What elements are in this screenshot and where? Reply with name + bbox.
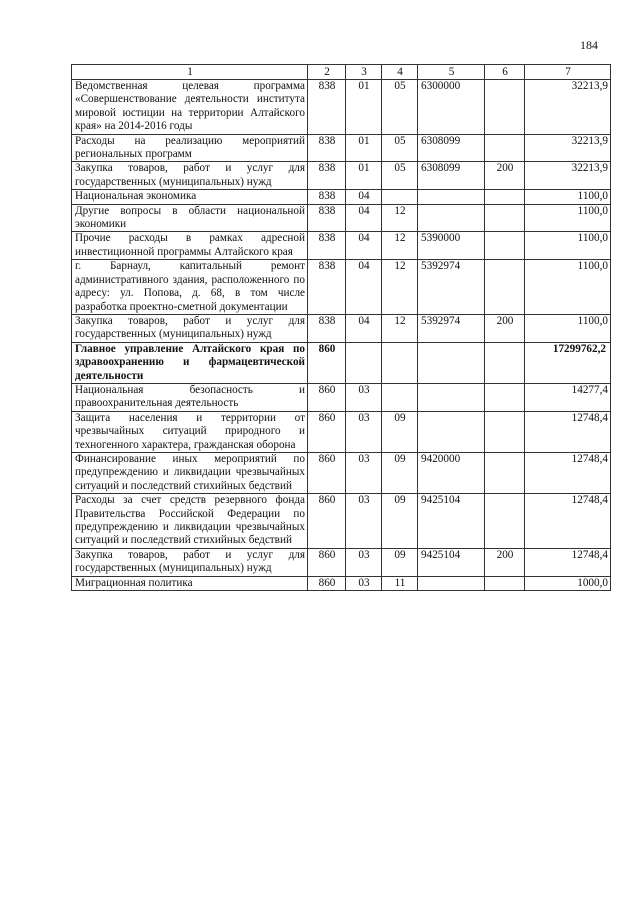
row-ministry-code: 838	[308, 204, 346, 232]
col-header-amount: 7	[525, 65, 611, 80]
row-subsection-code: 09	[382, 452, 418, 493]
row-expense-type-code	[485, 134, 525, 162]
row-subsection-code: 12	[382, 232, 418, 260]
row-amount: 1100,0	[525, 232, 611, 260]
row-name: Миграционная политика	[72, 576, 308, 590]
row-target-article-code: 9420000	[418, 452, 485, 493]
row-amount: 12748,4	[525, 411, 611, 452]
row-ministry-code: 838	[308, 314, 346, 342]
row-subsection-code: 05	[382, 162, 418, 190]
page-number: 184	[580, 38, 598, 52]
row-amount: 32213,9	[525, 80, 611, 135]
row-ministry-code: 838	[308, 260, 346, 315]
col-header-subsection: 4	[382, 65, 418, 80]
header-row	[72, 65, 611, 80]
row-name: Национальная экономика	[72, 190, 308, 204]
row-target-article-code	[418, 204, 485, 232]
row-target-article-code	[418, 576, 485, 590]
row-expense-type-code	[485, 204, 525, 232]
row-ministry-code: 838	[308, 232, 346, 260]
row-section-code: 04	[346, 232, 382, 260]
col-header-name: 1	[72, 65, 308, 80]
table-row	[72, 260, 611, 315]
row-section-code	[346, 342, 382, 383]
row-expense-type-code	[485, 411, 525, 452]
row-section-code: 03	[346, 494, 382, 549]
row-expense-type-code	[485, 576, 525, 590]
col-header-ministry: 2	[308, 65, 346, 80]
row-expense-type-code	[485, 452, 525, 493]
row-expense-type-code	[485, 232, 525, 260]
row-expense-type-code	[485, 80, 525, 135]
row-target-article-code	[418, 342, 485, 383]
row-section-code: 04	[346, 190, 382, 204]
row-subsection-code: 12	[382, 260, 418, 315]
row-section-code: 03	[346, 548, 382, 576]
table-row	[72, 232, 611, 260]
table-row	[72, 342, 611, 383]
row-amount: 1100,0	[525, 204, 611, 232]
row-section-code: 03	[346, 383, 382, 411]
row-ministry-code: 860	[308, 383, 346, 411]
row-name: Ведомственная целевая программа «Совершенствование деятельности института мировой юстиции на территории Алтайского края» на 2014-2016 годы	[72, 80, 308, 135]
row-expense-type-code: 200	[485, 162, 525, 190]
row-name: Национальная безопасность и правоохранительная деятельность	[72, 383, 308, 411]
row-expense-type-code	[485, 383, 525, 411]
row-section-code: 04	[346, 204, 382, 232]
row-ministry-code: 860	[308, 452, 346, 493]
row-target-article-code	[418, 190, 485, 204]
row-ministry-code: 860	[308, 548, 346, 576]
row-name: Расходы за счет средств резервного фонда Правительства Российской Федерации по предупреждению и ликвидации чрезвычайных ситуаций и последствий стихийных бедствий	[72, 494, 308, 549]
row-ministry-code: 860	[308, 576, 346, 590]
row-name: Закупка товаров, работ и услуг для государственных (муниципальных) нужд	[72, 548, 308, 576]
row-name: Другие вопросы в области национальной экономики	[72, 204, 308, 232]
row-subsection-code	[382, 342, 418, 383]
row-subsection-code: 05	[382, 134, 418, 162]
table-row	[72, 494, 611, 549]
table-row	[72, 204, 611, 232]
row-subsection-code: 09	[382, 548, 418, 576]
row-amount: 12748,4	[525, 494, 611, 549]
row-subsection-code	[382, 190, 418, 204]
table-row	[72, 576, 611, 590]
col-header-target-article: 5	[418, 65, 485, 80]
row-expense-type-code	[485, 190, 525, 204]
row-section-code: 01	[346, 80, 382, 135]
row-expense-type-code	[485, 260, 525, 315]
row-expense-type-code: 200	[485, 314, 525, 342]
row-amount: 14277,4	[525, 383, 611, 411]
table-row	[72, 314, 611, 342]
row-name: Главное управление Алтайского края по здравоохранению и фармацевтической деятельности	[72, 342, 308, 383]
row-target-article-code: 5390000	[418, 232, 485, 260]
row-expense-type-code: 200	[485, 548, 525, 576]
table-row	[72, 548, 611, 576]
row-name: Прочие расходы в рамках адресной инвестиционной программы Алтайского края	[72, 232, 308, 260]
row-subsection-code: 05	[382, 80, 418, 135]
row-name: Финансирование иных мероприятий по предупреждению и ликвидации чрезвычайных ситуаций и последствий стихийных бедствий	[72, 452, 308, 493]
row-ministry-code: 860	[308, 494, 346, 549]
row-name: г. Барнаул, капитальный ремонт административного здания, расположенного по адресу: ул. Попова, д. 68, в том числе разработка проектно-сметной документации	[72, 260, 308, 315]
row-expense-type-code	[485, 494, 525, 549]
row-amount: 32213,9	[525, 162, 611, 190]
table-row	[72, 80, 611, 135]
row-amount: 1100,0	[525, 190, 611, 204]
row-section-code: 03	[346, 452, 382, 493]
row-subsection-code	[382, 383, 418, 411]
row-section-code: 04	[346, 314, 382, 342]
row-amount: 1100,0	[525, 314, 611, 342]
row-target-article-code: 9425104	[418, 494, 485, 549]
table-body	[72, 80, 611, 591]
row-name: Расходы на реализацию мероприятий региональных программ	[72, 134, 308, 162]
row-section-code: 01	[346, 162, 382, 190]
row-subsection-code: 11	[382, 576, 418, 590]
row-ministry-code: 838	[308, 162, 346, 190]
row-section-code: 01	[346, 134, 382, 162]
row-subsection-code: 12	[382, 314, 418, 342]
row-target-article-code: 9425104	[418, 548, 485, 576]
row-target-article-code: 5392974	[418, 314, 485, 342]
row-section-code: 03	[346, 576, 382, 590]
table-row	[72, 134, 611, 162]
row-subsection-code: 09	[382, 494, 418, 549]
table-row	[72, 411, 611, 452]
row-amount: 12748,4	[525, 548, 611, 576]
row-target-article-code: 5392974	[418, 260, 485, 315]
row-name: Закупка товаров, работ и услуг для государственных (муниципальных) нужд	[72, 162, 308, 190]
row-target-article-code	[418, 383, 485, 411]
row-subsection-code: 09	[382, 411, 418, 452]
table-row	[72, 452, 611, 493]
row-name: Закупка товаров, работ и услуг для государственных (муниципальных) нужд	[72, 314, 308, 342]
table-row	[72, 190, 611, 204]
row-ministry-code: 838	[308, 190, 346, 204]
row-target-article-code: 6308099	[418, 134, 485, 162]
budget-table	[71, 64, 611, 591]
row-ministry-code: 838	[308, 80, 346, 135]
row-target-article-code	[418, 411, 485, 452]
table-row	[72, 162, 611, 190]
row-section-code: 03	[346, 411, 382, 452]
row-target-article-code: 6308099	[418, 162, 485, 190]
row-target-article-code: 6300000	[418, 80, 485, 135]
row-expense-type-code	[485, 342, 525, 383]
row-section-code: 04	[346, 260, 382, 315]
row-ministry-code: 860	[308, 342, 346, 383]
col-header-expense-type: 6	[485, 65, 525, 80]
row-amount: 1100,0	[525, 260, 611, 315]
row-ministry-code: 860	[308, 411, 346, 452]
row-name: Защита населения и территории от чрезвычайных ситуаций природного и техногенного характера, гражданская оборона	[72, 411, 308, 452]
row-amount: 32213,9	[525, 134, 611, 162]
row-amount: 12748,4	[525, 452, 611, 493]
row-amount: 17299762,2	[525, 342, 611, 383]
table-row	[72, 383, 611, 411]
row-ministry-code: 838	[308, 134, 346, 162]
col-header-section: 3	[346, 65, 382, 80]
row-amount: 1000,0	[525, 576, 611, 590]
row-subsection-code: 12	[382, 204, 418, 232]
